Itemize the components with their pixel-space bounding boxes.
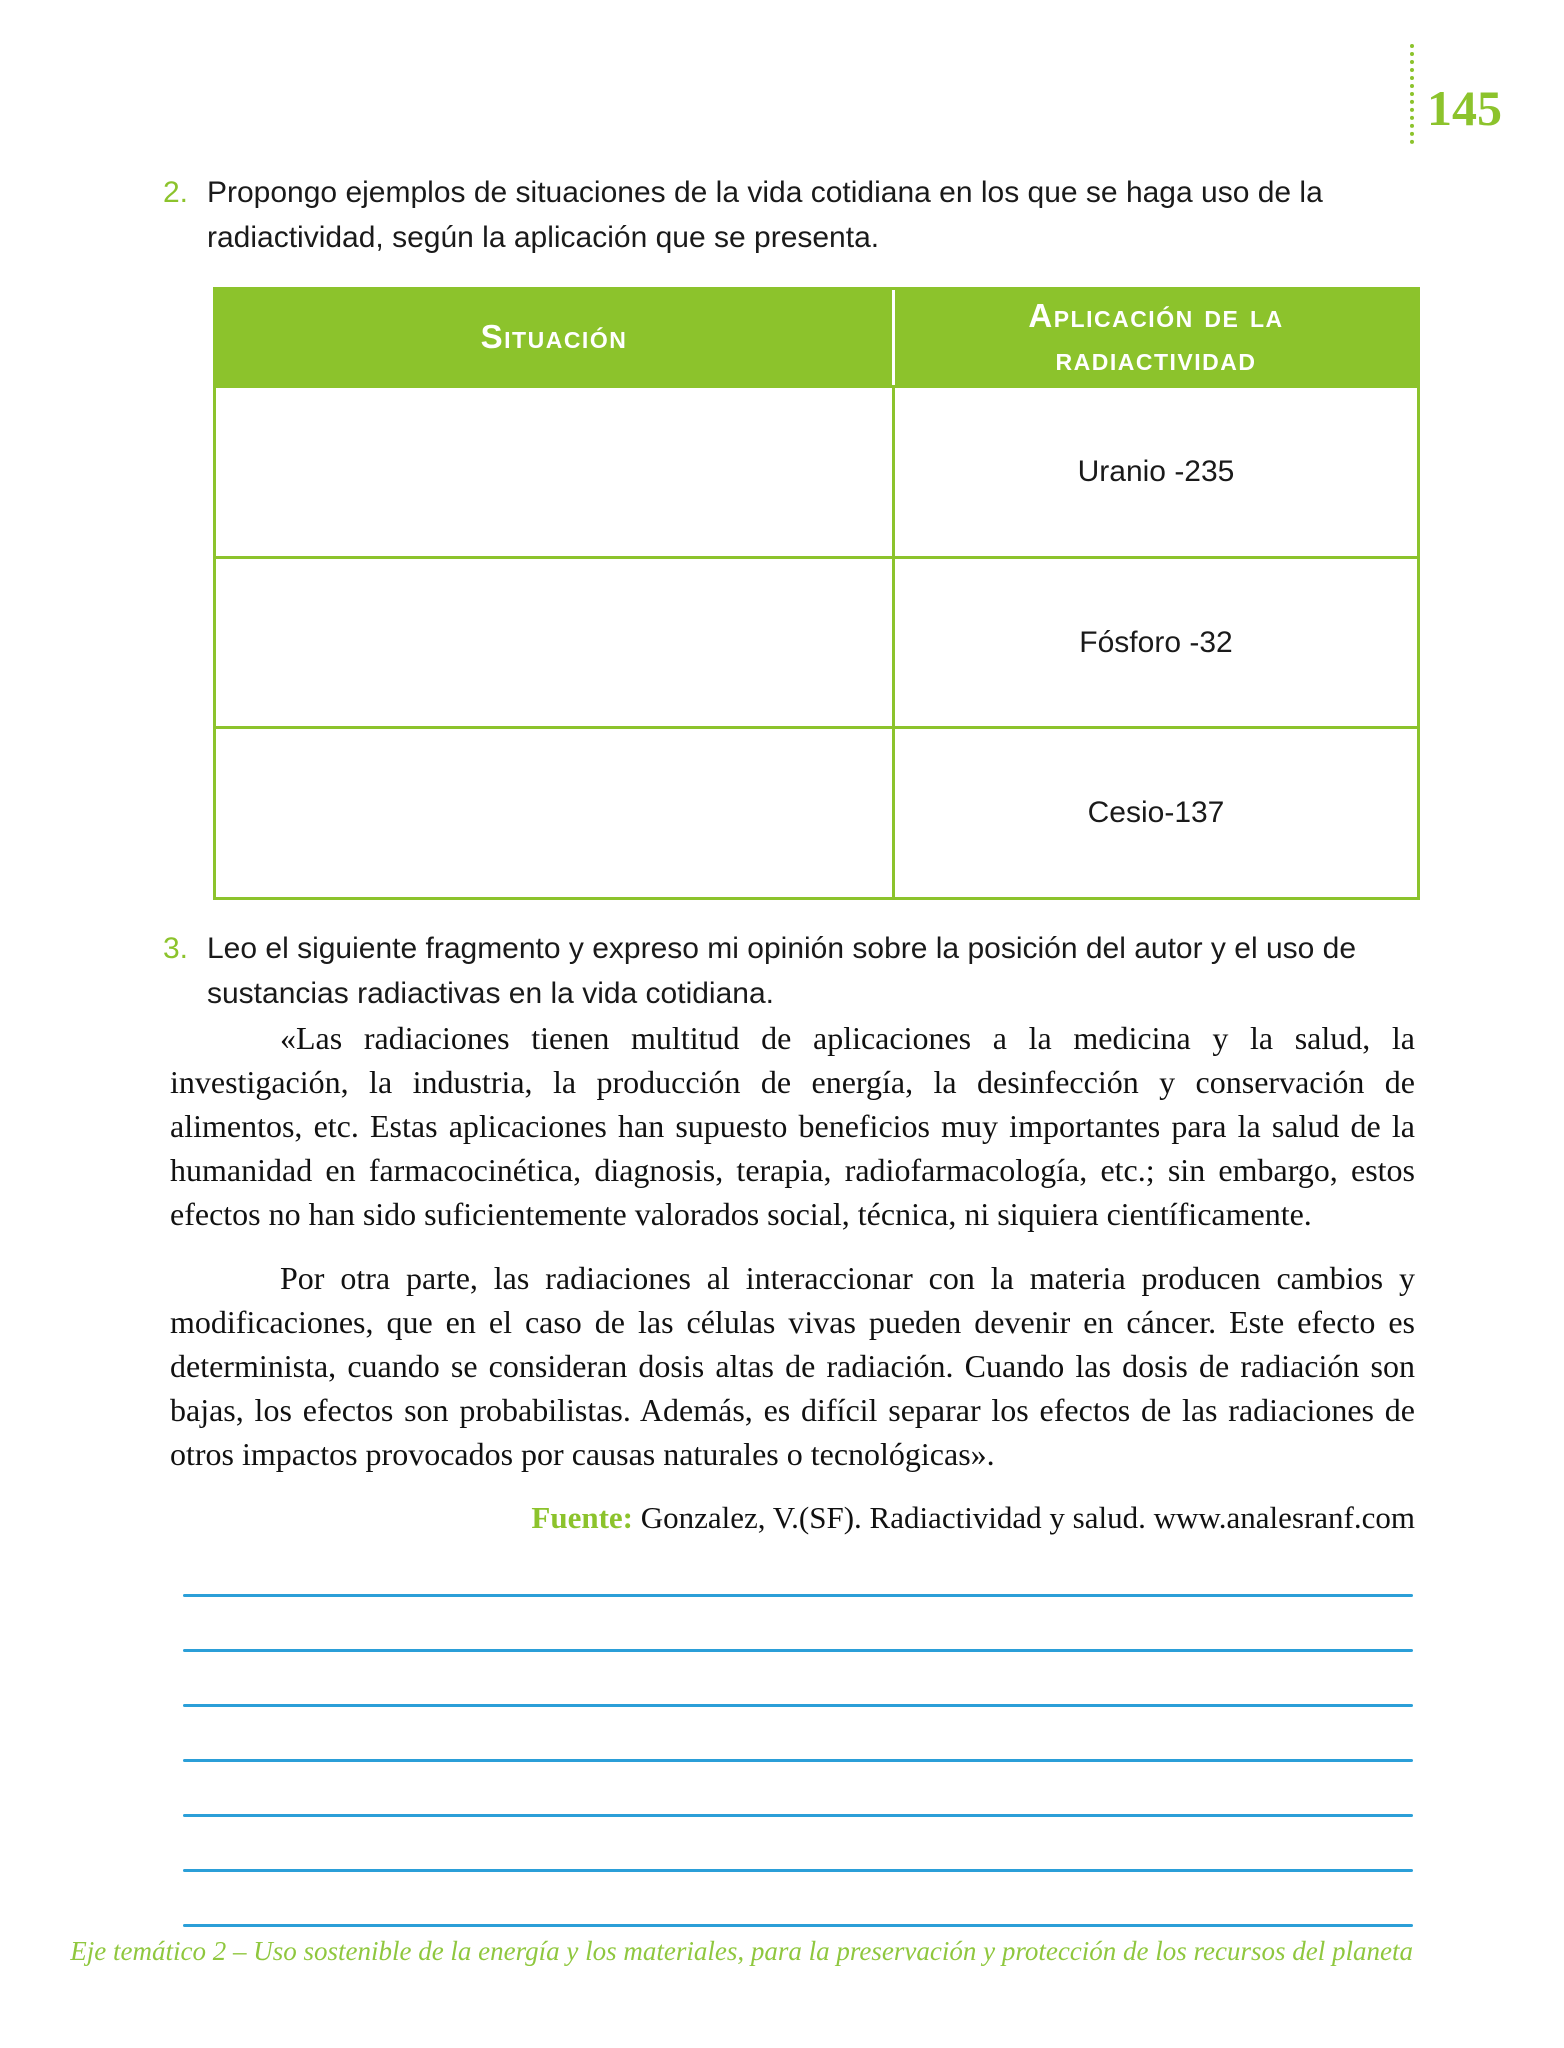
writing-line <box>183 1594 1413 1597</box>
source-label: Fuente: <box>531 1500 634 1535</box>
quote-paragraph-2: Por otra parte, las radiaciones al interaccionar con la materia producen cambios y modificaciones, que en el caso de las células vivas pueden devenir en cáncer. Este efecto es determinista, cuando se consideran dosis altas de radiación. Cuando las dosis de radiación son bajas, los efectos son probabilistas. Además, es difícil separar los efectos de las radiaciones de otros impactos provocados por causas naturales o tecnológicas». <box>170 1260 1415 1472</box>
writing-line <box>183 1869 1413 1872</box>
exercise-2 <box>163 170 1419 260</box>
table-header-situacion: Situación <box>216 290 895 385</box>
table-row <box>216 385 1417 556</box>
exercise-3-text: Leo el siguiente fragmento y expreso mi opinión sobre la posición del autor y el uso de sustancias radiactivas en la vida cotidiana. <box>207 932 1357 1010</box>
writing-line <box>183 1704 1413 1707</box>
quote-paragraph-1: «Las radiaciones tienen multitud de aplicaciones a la medicina y la salud, la investigación, la industria, la producción de energía, la desinfección y conservación de alimentos, etc. Estas aplicaciones han supuesto beneficios muy importantes para la salud de la humanidad en farmacocinética, diagnosis, terapia, radiofarmacología, etc.; sin embargo, estos efectos no han sido suficientemente valorados social, técnica, ni siquiera científicamente. <box>170 1020 1415 1232</box>
source-line <box>170 1496 1415 1540</box>
footer-text: Eje temático 2 – Uso sostenible de la energía y los materiales, para la preservación y protección de los recursos del planeta <box>70 1936 1413 1966</box>
application-cell: Cesio-137 <box>1087 796 1225 830</box>
page-number: 145 <box>1427 80 1502 136</box>
writing-lines <box>183 1594 1413 1927</box>
exercise-2-number: 2. <box>163 176 189 209</box>
table-row <box>216 556 1417 727</box>
situation-cell <box>216 729 895 897</box>
exercise-3 <box>163 926 1419 1016</box>
table-header-aplicacion: Aplicación de la radiactividad <box>1028 296 1284 377</box>
situation-cell <box>216 559 895 727</box>
exercise-3-number: 3. <box>163 932 189 965</box>
situation-table <box>213 287 1420 900</box>
situation-cell <box>216 388 895 556</box>
writing-line <box>183 1649 1413 1652</box>
exercise-2-text: Propongo ejemplos de situaciones de la vida cotidiana en los que se haga uso de la radiactividad, según la aplicación que se presenta. <box>207 176 1323 254</box>
writing-line <box>183 1814 1413 1817</box>
quote-block <box>170 1016 1415 1540</box>
writing-line <box>183 1924 1413 1927</box>
dotted-rule <box>1410 44 1414 144</box>
application-cell: Uranio -235 <box>1077 454 1235 488</box>
application-cell: Fósforo -32 <box>1079 625 1233 659</box>
source-text: Gonzalez, V.(SF). Radiactividad y salud. www.analesranf.com <box>633 1500 1415 1535</box>
table-header-row <box>216 290 1417 385</box>
writing-line <box>183 1759 1413 1762</box>
table-row <box>216 726 1417 897</box>
